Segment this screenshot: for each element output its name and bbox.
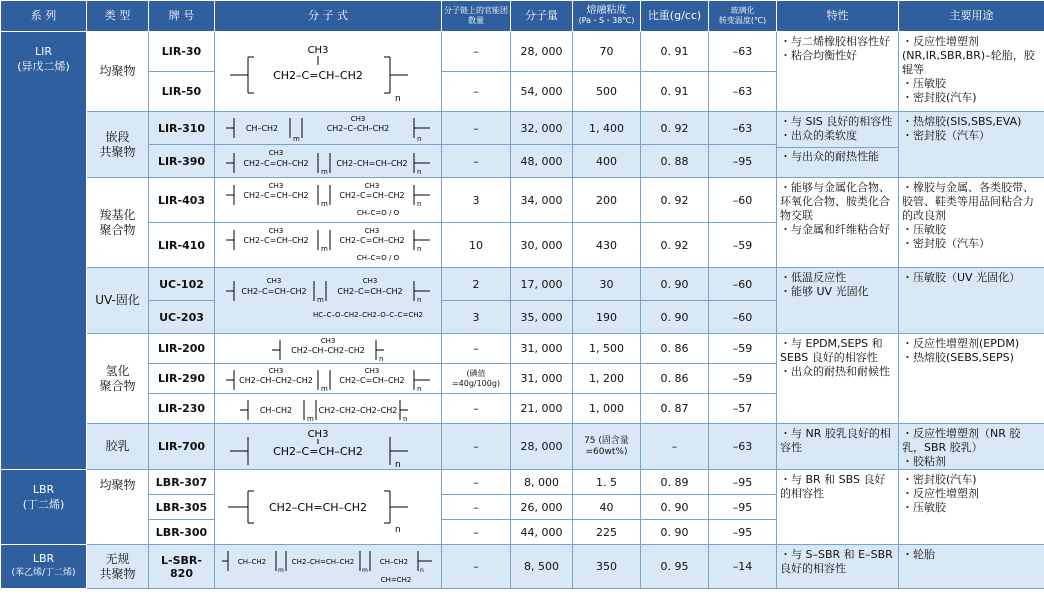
series-subname: (丁二烯) [22, 498, 65, 511]
groups-value: – [442, 112, 511, 145]
formula-ch3: CH3 [268, 182, 284, 190]
formula-chain: CH2–CH2–CH2–CH2 [318, 405, 398, 415]
formula-chain: CH2–CH=CH–CH2 [268, 501, 368, 514]
visc-value: 1, 200 [573, 364, 641, 394]
formula-n: n [417, 200, 422, 208]
sg-value: 0. 92 [641, 178, 709, 223]
feature-item: ・与出众的耐热性能 [777, 147, 898, 164]
groups-value: – [442, 495, 511, 520]
use-cell [899, 112, 1044, 178]
formula-ch3: CH3 [320, 336, 336, 345]
use-item: ・压敏胶 [902, 77, 946, 90]
formula-chain: CH2–C=CH–CH2 [243, 236, 309, 245]
type-cell [87, 178, 149, 268]
use-cell [899, 268, 1044, 334]
sg-value: – [641, 424, 709, 470]
tg-value: –59 [709, 334, 777, 364]
type-cell [87, 334, 149, 424]
header-type: 类 型 [87, 1, 149, 32]
type-line: 嵌段 [105, 129, 130, 144]
tg-value: –59 [709, 223, 777, 268]
series-cell-lsbr [1, 545, 87, 589]
formula-ch3: CH3 [268, 149, 284, 157]
formula-ch3: CH3 [268, 227, 284, 235]
mw-value: 17, 000 [511, 268, 573, 301]
formula-n: n [420, 566, 424, 574]
formula-sbr [218, 546, 438, 588]
use-cell [899, 178, 1044, 268]
visc-value: 1, 500 [573, 334, 641, 364]
formula-chain: CH2–C=CH–CH2 [339, 375, 405, 385]
feature-cell [777, 268, 899, 334]
groups-value: – [442, 394, 511, 424]
formula-chain: CH2–CH=CH–CH2 [291, 557, 355, 566]
product-code: LIR-700 [149, 424, 215, 470]
type-line: 共聚物 [99, 144, 136, 159]
sg-value: 0. 88 [641, 145, 709, 178]
feature-item: ・低温反应性 [780, 271, 846, 284]
mw-value: 34, 000 [511, 178, 573, 223]
feature-item: ・出众的耐热和耐候性 [780, 365, 890, 378]
product-code: L-SBR-820 [149, 545, 215, 589]
formula-chain: CH2–CH=CH–CH2 [336, 159, 408, 168]
feature-item: ・与 BR 和 SBS 良好的相容性 [780, 473, 886, 500]
product-code: LIR-50 [149, 72, 215, 112]
mw-value: 48, 000 [511, 145, 573, 178]
formula-chain: CH2–C=CH–CH2 [241, 286, 307, 296]
groups-value: – [442, 470, 511, 495]
type-cell: 胶乳 [87, 424, 149, 470]
formula-m: m [321, 245, 328, 253]
formula-side: CH–C=O / O [356, 254, 400, 262]
formula-latex [218, 425, 438, 469]
formula-carboxy-403 [218, 179, 438, 221]
sg-value: 0. 91 [641, 32, 709, 72]
type-line: 共聚物 [99, 566, 136, 581]
formula-m: m [317, 295, 324, 304]
formula-n: n [417, 384, 422, 393]
sg-value: 0. 89 [641, 470, 709, 495]
groups-value: – [442, 424, 511, 470]
use-cell [899, 470, 1044, 545]
type-line: 氢化 [105, 363, 130, 378]
use-cell [899, 334, 1044, 424]
formula-chain: CH2–C=CH–CH2 [337, 286, 403, 296]
mw-value: 28, 000 [511, 424, 573, 470]
tg-value: –95 [709, 145, 777, 178]
header-series: 系 列 [1, 1, 87, 32]
formula-cell [215, 112, 442, 145]
product-code: LIR-403 [149, 178, 215, 223]
feature-cell [777, 470, 899, 545]
formula-n: n [417, 245, 422, 253]
mw-value: 31, 000 [511, 334, 573, 364]
formula-chain: CH2–C=CH–CH2 [273, 68, 363, 82]
product-code: LBR-305 [149, 495, 215, 520]
table-row [1, 545, 1044, 589]
series-name: LIR [34, 45, 52, 58]
visc-value: 190 [573, 301, 641, 334]
use-cell [899, 545, 1044, 589]
tg-value: –63 [709, 112, 777, 145]
formula-ch3: CH3 [350, 115, 366, 123]
table-row [1, 424, 1044, 470]
sg-value: 0. 90 [641, 520, 709, 545]
header-tg-line1: 玻璃化 [730, 6, 755, 15]
series-name: LBR [32, 483, 55, 496]
mw-value: 31, 000 [511, 364, 573, 394]
feature-cell [777, 424, 899, 470]
sg-value: 0. 90 [641, 301, 709, 334]
formula-uv [218, 271, 438, 331]
mw-value: 21, 000 [511, 394, 573, 424]
formula-n: n [379, 354, 384, 363]
formula-m: m [321, 168, 328, 176]
formula-cell [215, 545, 442, 589]
formula-cell [215, 268, 442, 334]
use-cell [899, 32, 1044, 112]
type-cell [87, 545, 149, 589]
use-item: ・压敏胶 [902, 223, 946, 236]
formula-ch3: CH3 [364, 227, 380, 235]
feature-item: ・粘合均衡性好 [780, 49, 857, 62]
use-item: ・密封胶(汽车) [902, 91, 977, 104]
formula-side: HC–C–O–CH2–CH2–O–C–C=CH2 [312, 310, 424, 319]
product-code: LIR-410 [149, 223, 215, 268]
use-item: ・密封胶（汽车） [902, 129, 990, 142]
groups-value: 3 [442, 301, 511, 334]
formula-block-310 [218, 113, 438, 143]
formula-m: m [293, 135, 300, 143]
product-code: UC-102 [149, 268, 215, 301]
formula-cell [215, 334, 442, 364]
sg-value: 0. 95 [641, 545, 709, 589]
formula-m: m [321, 384, 328, 393]
formula-n: n [403, 414, 408, 423]
feature-item: ・与二烯橡胶相容性好 [780, 35, 890, 48]
visc-value: 225 [573, 520, 641, 545]
type-line: 无规 [105, 551, 130, 566]
feature-item: ・与 NR 胶乳良好的相容性 [780, 427, 891, 454]
groups-value: (碘值=40g/100g) [442, 364, 511, 394]
formula-chain: CH–CH2 [245, 124, 279, 133]
product-code: LIR-310 [149, 112, 215, 145]
formula-chain: CH–CH2 [237, 557, 267, 566]
feature-item: ・出众的柔软度 [780, 129, 857, 142]
use-cell [899, 424, 1044, 470]
series-name: LBR [32, 552, 55, 565]
visc-value: 75 (固含量=60wt%) [573, 424, 641, 470]
product-code: UC-203 [149, 301, 215, 334]
use-item: ・压敏胶（UV 光固化） [902, 271, 1021, 284]
formula-side: CH–C=O / O [356, 209, 400, 217]
use-item: ・反应性增塑剂（NR 胶乳，SBR 胶乳） [902, 427, 1021, 454]
visc-value: 1, 400 [573, 112, 641, 145]
type-cell [87, 112, 149, 178]
formula-chain: CH2–C=CH–CH2 [339, 191, 405, 200]
table-row [1, 112, 1044, 145]
mw-value: 44, 000 [511, 520, 573, 545]
use-item: ・密封胶(汽车) [902, 473, 977, 486]
use-item: ・轮胎 [902, 548, 935, 561]
formula-cell [215, 178, 442, 223]
formula-n: n [417, 295, 422, 304]
use-item: ・橡胶与金属、各类胶带、胶管、鞋类等用品间粘合力的改良剂 [902, 181, 1034, 222]
groups-value: – [442, 545, 511, 589]
mw-value: 30, 000 [511, 223, 573, 268]
feature-item: ・与 S–SBR 和 E–SBR 良好的相容性 [780, 548, 893, 575]
feature-item: ・与 SIS 良好的相容性 [780, 115, 893, 128]
mw-value: 26, 000 [511, 495, 573, 520]
series-subname: (苯乙烯/丁二烯) [11, 568, 76, 578]
groups-value: – [442, 72, 511, 112]
groups-value: – [442, 334, 511, 364]
use-item: ・胶粘剂 [902, 455, 946, 468]
mw-value: 8, 000 [511, 470, 573, 495]
formula-block-390 [218, 146, 438, 176]
header-tg [709, 1, 777, 32]
type-cell: 均聚物 [87, 470, 149, 545]
formula-cell [215, 223, 442, 268]
groups-value: 10 [442, 223, 511, 268]
type-line: 羧基化 [99, 207, 136, 222]
formula-ch3: CH3 [307, 44, 329, 56]
feature-item: ・能够 UV 光固化 [780, 285, 869, 298]
groups-value: – [442, 32, 511, 72]
formula-chain: CH2–C=CH–CH2 [243, 191, 309, 200]
tg-value: –60 [709, 268, 777, 301]
feature-item: ・能够与金属化合物、环氧化合物、胺类化合物交联 [780, 181, 890, 222]
formula-ch3: CH3 [364, 182, 380, 190]
visc-value: 500 [573, 72, 641, 112]
table-row [1, 32, 1044, 72]
tg-value: –63 [709, 424, 777, 470]
sg-value: 0. 90 [641, 495, 709, 520]
sg-value: 0. 86 [641, 364, 709, 394]
use-item: ・密封胶（汽车） [902, 237, 990, 250]
formula-hydro-290 [218, 365, 438, 393]
sg-value: 0. 91 [641, 72, 709, 112]
formula-n: n [395, 93, 401, 104]
mw-value: 8, 500 [511, 545, 573, 589]
formula-hydro-200 [218, 335, 438, 363]
series-cell-lir [1, 32, 87, 470]
tg-value: –63 [709, 32, 777, 72]
formula-m: m [307, 414, 314, 423]
formula-hydro-230 [218, 395, 438, 423]
visc-value: 350 [573, 545, 641, 589]
feature-cell [777, 545, 899, 589]
feature-item: ・与金属和纤维粘合好 [780, 223, 890, 236]
formula-ch3: CH3 [307, 428, 329, 440]
visc-value: 40 [573, 495, 641, 520]
visc-value: 430 [573, 223, 641, 268]
tg-value: –95 [709, 520, 777, 545]
header-visc-unit: (Pa・S・38℃) [578, 16, 635, 25]
tg-value: –95 [709, 470, 777, 495]
type-line: 聚合物 [99, 378, 136, 393]
product-code: LIR-30 [149, 32, 215, 72]
tg-value: –60 [709, 178, 777, 223]
formula-cell [215, 32, 442, 112]
use-item: ・反应性增塑剂 [902, 487, 979, 500]
header-sg: 比重(g/cc) [641, 1, 709, 32]
sg-value: 0. 86 [641, 334, 709, 364]
product-code: LIR-290 [149, 364, 215, 394]
product-code: LBR-307 [149, 470, 215, 495]
table-row [1, 334, 1044, 364]
product-code: LIR-200 [149, 334, 215, 364]
sg-value: 0. 87 [641, 394, 709, 424]
formula-n: n [417, 168, 422, 176]
groups-value: – [442, 520, 511, 545]
formula-cell [215, 394, 442, 424]
use-item: ・压敏胶 [902, 501, 946, 514]
formula-chain: CH2–C–CH–CH2 [326, 124, 390, 133]
formula-cell [215, 424, 442, 470]
formula-ch3: CH3 [268, 366, 284, 375]
visc-value: 400 [573, 145, 641, 178]
table-row [1, 178, 1044, 223]
header-viscosity [573, 1, 641, 32]
header-brand: 牌 号 [149, 1, 215, 32]
header-tg-line2: 转变温度(℃) [718, 16, 767, 25]
mw-value: 35, 000 [511, 301, 573, 334]
formula-cell [215, 145, 442, 178]
sg-value: 0. 90 [641, 268, 709, 301]
feature-cell [777, 334, 899, 424]
feature-item: ・与 EPDM,SEPS 和 SEBS 良好的相容性 [780, 337, 883, 364]
formula-m: m [278, 566, 284, 574]
groups-value: – [442, 145, 511, 178]
formula-carboxy-410 [218, 224, 438, 266]
table-row [1, 268, 1044, 301]
tg-value: –14 [709, 545, 777, 589]
groups-value: 2 [442, 268, 511, 301]
type-cell: 均聚物 [87, 32, 149, 112]
sg-value: 0. 92 [641, 112, 709, 145]
mw-value: 28, 000 [511, 32, 573, 72]
formula-side: CH=CH2 [380, 575, 412, 584]
visc-value: 30 [573, 268, 641, 301]
use-item: ・热熔胶(SIS,SBS,EVA) [902, 115, 1022, 128]
use-item: ・热熔胶(SEBS,SEPS) [902, 351, 1014, 364]
formula-cell [215, 364, 442, 394]
formula-ch3: CH3 [266, 276, 282, 285]
feature-cell [777, 178, 899, 268]
formula-chain: CH2–CH–CH2–CH2 [291, 345, 365, 355]
formula-chain: CH–CH2 [379, 557, 409, 566]
header-mw: 分子量 [511, 1, 573, 32]
formula-n: n [395, 459, 401, 469]
mw-value: 54, 000 [511, 72, 573, 112]
product-code: LBR-300 [149, 520, 215, 545]
tg-value: –95 [709, 495, 777, 520]
formula-ch3: CH3 [364, 366, 380, 375]
use-item: ・反应性增塑剂(EPDM) [902, 337, 1020, 350]
visc-value: 200 [573, 178, 641, 223]
visc-value: 1. 5 [573, 470, 641, 495]
type-line: 聚合物 [99, 222, 136, 237]
product-code: LIR-390 [149, 145, 215, 178]
formula-ch3: CH3 [362, 276, 378, 285]
series-subname: (异戊二烯) [17, 60, 70, 73]
visc-value: 1, 000 [573, 394, 641, 424]
formula-cell [215, 470, 442, 545]
formula-butadiene [218, 477, 438, 537]
formula-m: m [321, 200, 328, 208]
formula-chain: CH2–C=CH–CH2 [273, 444, 363, 458]
formula-chain: CH2–C=CH–CH2 [243, 159, 309, 168]
groups-value: 3 [442, 178, 511, 223]
visc-value: 70 [573, 32, 641, 72]
header-use: 主要用途 [899, 1, 1044, 32]
tg-value: –60 [709, 301, 777, 334]
feature-cell [777, 112, 899, 178]
tg-value: –59 [709, 364, 777, 394]
formula-chain: CH2–CH–CH2–CH2 [239, 375, 313, 385]
feature-cell [777, 32, 899, 112]
tg-value: –63 [709, 72, 777, 112]
header-feature: 特性 [777, 1, 899, 32]
use-item: ・反应性增塑剂(NR,IR,SBR,BR)–轮胎，胶辊等 [902, 35, 1035, 76]
formula-m: m [362, 566, 368, 574]
header-groups: 分子链上的官能团数量 [442, 1, 511, 32]
tg-value: –57 [709, 394, 777, 424]
product-code: LIR-230 [149, 394, 215, 424]
header-row [1, 1, 1044, 32]
series-cell-lbr [1, 470, 87, 545]
formula-n: n [395, 525, 401, 535]
header-formula: 分 子 式 [215, 1, 442, 32]
mw-value: 32, 000 [511, 112, 573, 145]
sg-value: 0. 92 [641, 223, 709, 268]
formula-isoprene [218, 37, 438, 107]
formula-chain: CH2–C=CH–CH2 [339, 236, 405, 245]
formula-n: n [417, 135, 422, 143]
table-row [1, 470, 1044, 495]
header-visc-title: 熔融粘度 [586, 5, 627, 16]
formula-chain: CH–CH2 [259, 405, 293, 415]
type-cell: UV-固化 [87, 268, 149, 334]
